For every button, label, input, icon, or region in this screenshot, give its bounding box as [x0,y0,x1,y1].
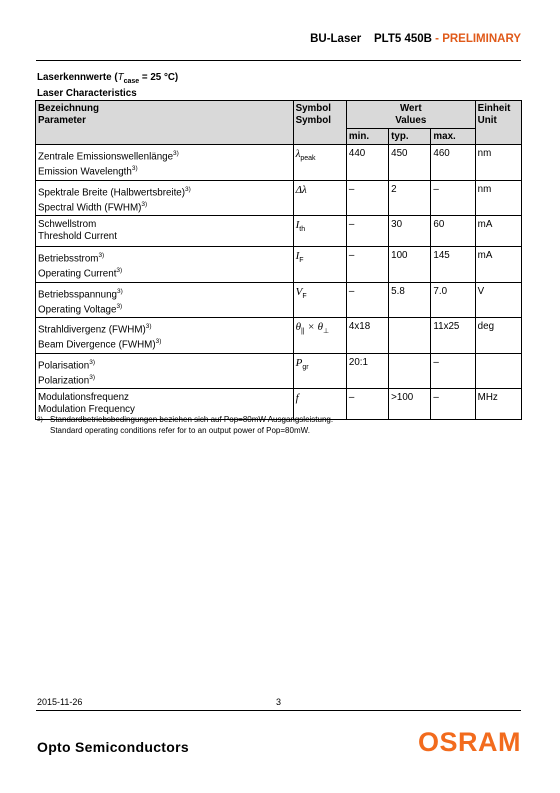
unit-cell: nm [475,180,521,216]
parameter-cell: Betriebsstrom$^{3)}$ Operating Current$^{3)}$ [36,247,294,283]
table-row [36,216,522,247]
parameter-cell: Schwellstrom Threshold Current [36,216,294,247]
min-cell: 440 [346,145,388,181]
symbol-cell: $\lambda_{peak}$ [293,145,346,181]
unit-cell: mA [475,247,521,283]
typ-cell [389,353,431,389]
typ-cell: 100 [389,247,431,283]
parameter-cell: Betriebsspannung$^{3)}$ Operating Voltage$^{3)}$ [36,282,294,318]
table-row [36,282,522,318]
min-cell: – [346,180,388,216]
min-cell: – [346,216,388,247]
symbol-cell: $V_F$ [293,282,346,318]
col-header-typ: typ. [389,129,431,145]
col-header-unit: Einheit Unit [475,101,521,145]
part-number: PLT5 450B [374,33,432,45]
col-header-max: max. [431,129,475,145]
symbol-cell: $P_{gr}$ [293,353,346,389]
section-title-de: Laserkennwerte ($T_{case} = 25$ °C) [37,72,179,85]
footnote-mark: 3) [37,416,43,423]
document-header [310,33,521,45]
max-cell: 145 [431,247,475,283]
min-cell: 4x18 [346,318,388,354]
table-row [36,145,522,181]
parameter-cell: Spektrale Breite (Halbwertsbreite)$^{3)}$ Spectral Width (FWHM)$^{3)}$ [36,180,294,216]
unit-cell: MHz [475,389,521,420]
min-cell: 20:1 [346,353,388,389]
company-name: Opto Semiconductors [37,739,189,755]
table-row [36,353,522,389]
header-divider [36,60,521,61]
footnote-de: Standardbetriebsbedingungen beziehen sich auf Pop=80mW Ausgangsleistung. [50,415,334,424]
parameter-cell: Polarisation$^{3)}$ Polarization$^{3)}$ [36,353,294,389]
symbol-cell: f [293,389,346,420]
symbol-cell: $I_F$ [293,247,346,283]
col-header-symbol: Symbol Symbol [293,101,346,145]
laser-characteristics-table [35,100,522,420]
parameter-cell: Modulationsfrequenz Modulation Frequency [36,389,294,420]
section-title [37,72,178,100]
footer-divider [36,710,521,711]
typ-cell: 5.8 [389,282,431,318]
footer-date: 2015-11-26 [37,697,83,707]
section-title-en: Laser Characteristics [37,87,137,99]
min-cell: – [346,247,388,283]
max-cell: – [431,353,475,389]
osram-logo: OSRAM [418,727,521,757]
table-header-row [36,101,522,129]
typ-cell: 2 [389,180,431,216]
table-row [36,318,522,354]
max-cell: – [431,389,475,420]
symbol-cell: Δλ [293,180,346,216]
min-cell: – [346,282,388,318]
typ-cell: >100 [389,389,431,420]
typ-cell [389,318,431,354]
col-header-values: Wert Values [346,101,475,129]
col-header-min: min. [346,129,388,145]
unit-cell: nm [475,145,521,181]
symbol-cell: $\theta_{||} \times \theta_\perp$ [293,318,346,354]
max-cell: – [431,180,475,216]
max-cell: 60 [431,216,475,247]
table-row [36,247,522,283]
typ-cell: 450 [389,145,431,181]
max-cell: 7.0 [431,282,475,318]
symbol-cell: $I_{th}$ [293,216,346,247]
unit-cell: V [475,282,521,318]
footnote-en: Standard operating conditions refer for to an output power of Pop=80mW. [50,426,310,435]
parameter-cell: Strahldivergenz (FWHM)$^{3)}$ Beam Divergence (FWHM)$^{3)}$ [36,318,294,354]
table-row [36,180,522,216]
product-family: BU-Laser [310,33,362,45]
unit-cell: mA [475,216,521,247]
unit-cell: deg [475,318,521,354]
max-cell: 11x25 [431,318,475,354]
unit-cell [475,353,521,389]
max-cell: 460 [431,145,475,181]
parameter-cell: Zentrale Emissionswellenlänge$^{3)}$ Emission Wavelength$^{3)}$ [36,145,294,181]
col-header-parameter: Bezeichnung Parameter [36,101,294,145]
page-number: 3 [276,697,282,707]
footnote [37,414,333,436]
preliminary-label: - PRELIMINARY [435,33,521,45]
typ-cell: 30 [389,216,431,247]
min-cell: – [346,389,388,420]
